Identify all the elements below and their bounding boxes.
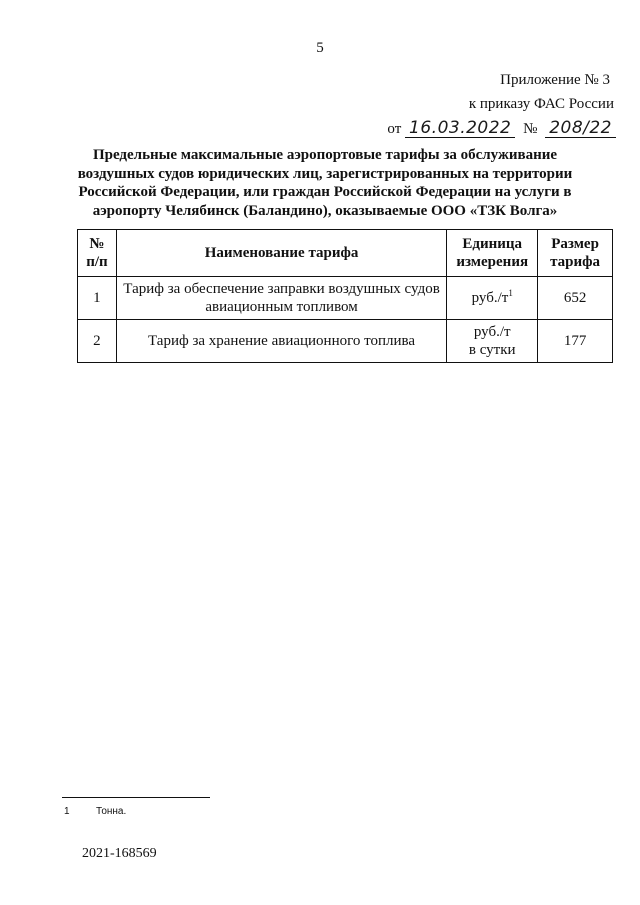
header-unit-line2: измерения [456, 254, 529, 270]
table-row [78, 320, 613, 363]
footnote [64, 806, 126, 817]
appendix-label: Приложение № 3 [500, 72, 610, 88]
order-number-label: № [523, 121, 538, 137]
footnote-divider [62, 797, 210, 798]
header-number [78, 230, 117, 277]
row-tariff-name: Тариф за обеспечение заправки воздушных судов авиационным топливом [116, 277, 446, 320]
header-size-line2: тарифа [550, 254, 601, 270]
document-id: 2021-168569 [82, 846, 157, 861]
row-value: 652 [538, 277, 613, 320]
page-number: 5 [316, 40, 324, 56]
header-number-line2: п/п [86, 254, 108, 270]
footnote-text: Тонна. [96, 806, 127, 817]
header-tariff-size [538, 230, 613, 277]
document-title: Предельные максимальные аэропортовые тарифы за обслуживание воздушных судов юридических лиц, зарегистрированных на территории Российской Федерации, или граждан Российской Федерации на услуги в аэропорту Челябинск (Баландино), оказываемые ООО «ТЗК Волга» [77, 147, 573, 219]
row-unit-text: руб./т [471, 290, 509, 306]
header-unit-line1: Единица [462, 236, 523, 252]
order-date-number-line [387, 119, 616, 138]
table-row [78, 277, 613, 320]
row-number: 1 [78, 277, 117, 320]
handwritten-order-number: 208/22 [545, 119, 616, 138]
row-number: 2 [78, 320, 117, 363]
header-unit [447, 230, 538, 277]
header-tariff-name [116, 230, 446, 277]
order-reference: к приказу ФАС России [468, 96, 614, 112]
row-unit [447, 320, 538, 363]
tariffs-table [77, 229, 613, 363]
footnote-marker: 1 [64, 806, 70, 817]
header-tariff-name-text: Наименование тарифа [204, 245, 359, 261]
table-header-row [78, 230, 613, 277]
header-size-line1: Размер [551, 236, 599, 252]
row-tariff-name: Тариф за хранение авиационного топлива [116, 320, 446, 363]
row-value: 177 [538, 320, 613, 363]
row-unit-text: руб./т [473, 324, 511, 340]
header-number-line1: № [89, 236, 105, 252]
row-unit-text-line2: в сутки [468, 342, 516, 358]
order-from-label: от [387, 121, 402, 137]
footnote-reference: 1 [508, 288, 513, 298]
row-unit [447, 277, 538, 320]
handwritten-order-date: 16.03.2022 [405, 119, 515, 138]
